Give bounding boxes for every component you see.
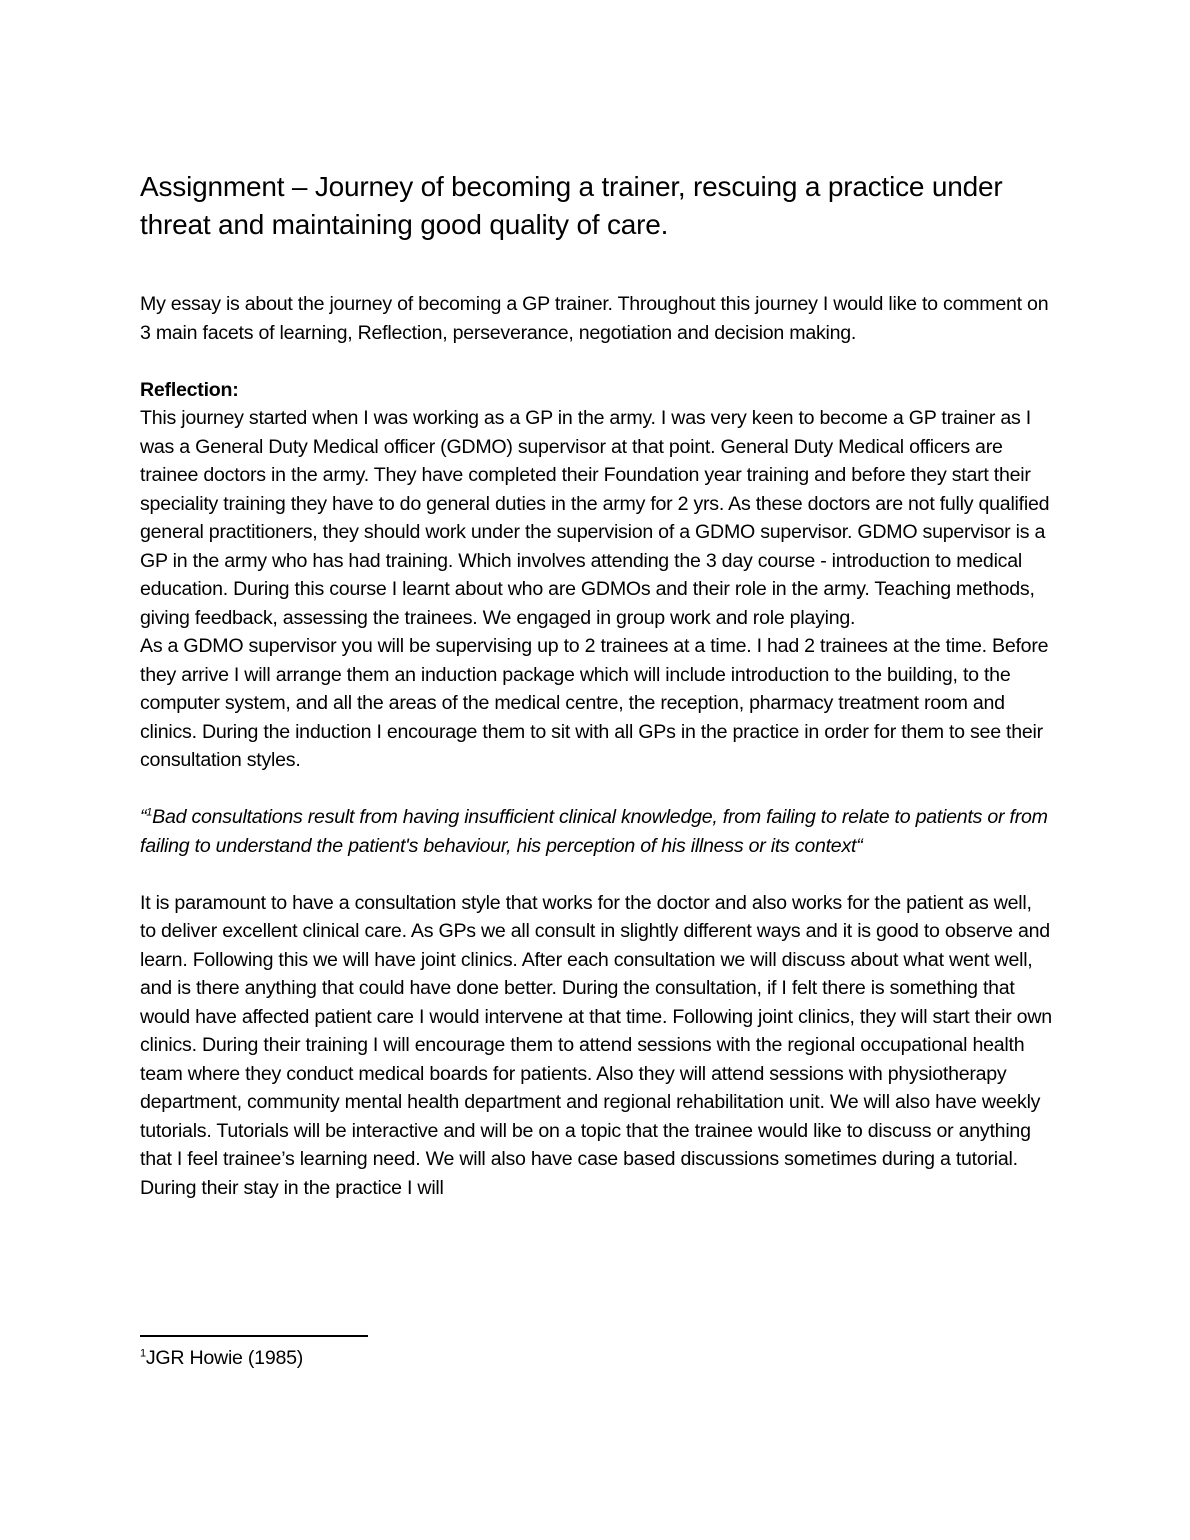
- paragraph-spacer: [140, 347, 1052, 376]
- quote-open-mark: “: [140, 806, 147, 828]
- footnote-ref: 1: [140, 1347, 146, 1360]
- quote-paragraph: [140, 803, 1052, 860]
- quote-text: Bad consultations result from having insufficient clinical knowledge, from failing to relate to patients or from failing to understand the patient's behaviour, his perception of his illness or its context: [140, 806, 1048, 857]
- footnote-text: JGR Howie (1985): [145, 1347, 304, 1369]
- consultation-paragraph: It is paramount to have a consultation style that works for the doctor and also works for the patient as well, to deliver excellent clinical care. As GPs we all consult in slightly different ways and it is good to observe and learn. Following this we will have joint clinics. After each consultation we will discuss about what went well, and is there anything that could have done better. During the consultation, if I felt there is something that would have affected patient care I would intervene at that time. Following joint clinics, they will start their own clinics. During their training I will encourage them to attend sessions with the regional occupational health team where they conduct medical boards for patients. Also they will attend sessions with physiotherapy department, community mental health department and regional rehabilitation unit. We will also have weekly tutorials. Tutorials will be interactive and will be on a topic that the trainee would like to discuss or anything that I feel trainee’s learning need. We will also have case based discussions sometimes during a tutorial. During their stay in the practice I will: [140, 891, 1052, 1199]
- intro-paragraph: My essay is about the journey of becoming a GP trainer. Throughout this journey I would like to comment on 3 main facets of learning, Reflection, perseverance, negotiation and decision making.: [140, 293, 1049, 344]
- document-title: Assignment – Journey of becoming a trainer, rescuing a practice under threat and maintaining good quality of care.: [140, 171, 1003, 240]
- quote-close-mark: “: [856, 834, 863, 857]
- reflection-paragraph-2: As a GDMO supervisor you will be supervising up to 2 trainees at a time. I had 2 trainees at the time. Before they arrive I will arrange them an induction package which will include introduction to the building, to the computer system, and all the areas of the medical centre, the reception, pharmacy treatment room and clinics. During the induction I encourage them to sit with all GPs in the practice in order for them to see their consultation styles.: [140, 635, 1049, 771]
- document-body: [140, 168, 1052, 1202]
- quote-footnote-ref: 1: [146, 806, 153, 819]
- paragraph-spacer: [140, 860, 1052, 889]
- section-heading-reflection: Reflection:: [140, 378, 239, 401]
- footnote-separator: [140, 1335, 368, 1337]
- paragraph-spacer: [140, 775, 1052, 804]
- footnote: [140, 1344, 303, 1372]
- reflection-paragraph-1: This journey started when I was working as a GP in the army. I was very keen to become a GP trainer as I was a General Duty Medical officer (GDMO) supervisor at that point. General Duty Medical officers are trainee doctors in the army. They have completed their Foundation year training and before they start their speciality training they have to do general duties in the army for 2 yrs. As these doctors are not fully qualified general practitioners, they should work under the supervision of a GDMO supervisor. GDMO supervisor is a GP in the army who has had training. Which involves attending the 3 day course - introduction to medical education. During this course I learnt about who are GDMOs and their role in the army. Teaching methods, giving feedback, assessing the trainees. We engaged in group work and role playing.: [140, 407, 1050, 629]
